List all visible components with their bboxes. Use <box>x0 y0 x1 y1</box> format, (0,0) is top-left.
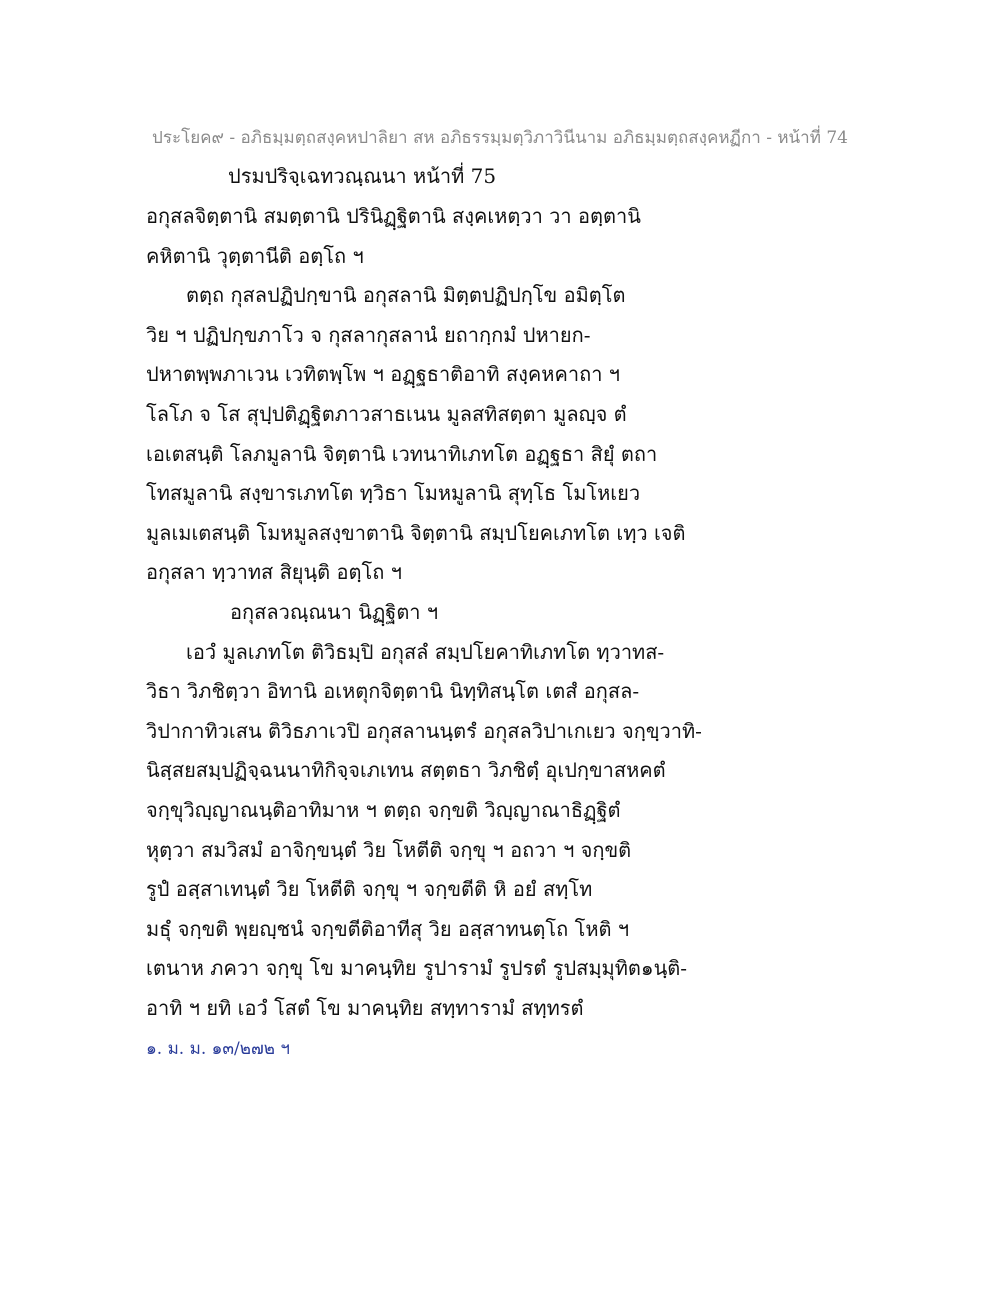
text-line: โลโภ จ โส สุปฺปติฏฺฐิตภาวสาธเนน มูลสทิสตฺตา มูลญฺจ ตํ <box>146 401 627 426</box>
text-line: อกุสลจิตฺตานิ สมตฺตานิ ปรินิฏฺฐิตานิ สงฺคเหตฺวา วา อตฺตานิ <box>146 204 641 228</box>
text-line: มธุํ จกฺขติ พฺยญฺชนํ จกฺขตีติอาทีสุ วิย อสฺสาทนตฺโถ โหติ ฯ <box>146 916 630 941</box>
text-line: รูปํ อสฺสาเทนฺตํ วิย โหตีติ จกฺขุ ฯ จกฺขตีติ หิ อยํ สทฺโท <box>146 877 593 902</box>
text-line: วิปากาทิวเสน ติวิธภาเวปิ อกุสลานนฺตรํ อกุสลวิปาเกเยว จกฺขฺวาทิ- <box>146 718 702 743</box>
text-line: วิย ฯ ปฏิปกฺขภาโว จ กุสลากุสลานํ ยถากฺกมํ ปหายก- <box>146 322 591 347</box>
text-line: หุตฺวา สมวิสมํ อาจิกฺขนฺตํ วิย โหตีติ จกฺขุ ฯ อถวา ฯ จกฺขติ <box>146 837 632 862</box>
paragraph-start-line: ตตฺถ กุสลปฏิปกฺขานิ อกุสลานิ มิตฺตปฏิปกฺโข อมิตฺโต <box>186 283 626 308</box>
text-line: นิสฺสยสมฺปฏิจฺฉนนาทิกิจฺจเภเทน สตฺตธา วิภชิตฺํ อุเปกฺขาสหคตํ <box>146 758 666 783</box>
text-line: คหิตานิ วุตฺตานีติ อตฺโถ ฯ <box>146 243 364 268</box>
footnote: ๑. ม. ม. ๑๓/๒๗๒ ฯ <box>146 1039 290 1059</box>
text-line: อกุสลา ทฺวาทส สิยุนฺติ อตฺโถ ฯ <box>146 560 402 585</box>
page-title: ปรมปริจฺเฉทวณฺณนา หน้าที่ 75 <box>228 164 497 188</box>
paragraph-start-line: เอวํ มูลเภทโต ติวิธมฺปิ อกุสลํ สมฺปโยคาทิเภทโต ทฺวาทส- <box>186 639 665 664</box>
text-line: เอเตสนฺติ โลภมูลานิ จิตฺตานิ เวทนาทิเภทโต อฏฺฐธา สิยุํ ตถา <box>146 441 658 466</box>
text-line: วิธา วิภชิตฺวา อิทานิ อเหตุกจิตฺตานิ นิทฺทิสนฺโต เตสํ อกุสล- <box>146 679 640 704</box>
text-line: ปหาตพฺพภาเวน เวทิตพฺโพ ฯ อฏฺฐธาติอาทิ สงฺคหคาถา ฯ <box>146 362 621 387</box>
text-line: จกฺขุวิญฺญาณนฺติอาทิมาห ฯ ตตฺถ จกฺขติ วิญฺญาณาธิฏฺฐิตํ <box>146 797 621 822</box>
section-end-heading: อกุสลวณฺณนา นิฏฺฐิตา ฯ <box>230 599 439 624</box>
text-line: อาทิ ฯ ยทิ เอวํ โสตํ โข มาคนฺทิย สทฺทารามํ สทฺทรตํ <box>146 995 584 1020</box>
running-header: ประโยค๙ - อภิธมฺมตฺถสงฺคหปาลิยา สห อภิธรรมฺมตฺวิภาวินีนาม อภิธมฺมตฺถสงฺคหฏีกา - หน้าที่ 74 <box>152 128 848 148</box>
text-line: โทสมูลานิ สงฺขารเภทโต ทฺวิธา โมหมูลานิ สุทฺโธ โมโหเยว <box>146 481 641 506</box>
text-line: เตนาห ภควา จกฺขุ โข มาคนฺทิย รูปารามํ รูปรตํ รูปสมฺมุทิต๑นฺติ- <box>146 956 688 981</box>
text-line: มูลเมเตสนฺติ โมหมูลสงฺขาตานิ จิตฺตานิ สมฺปโยคเภทโต เทฺว เจติ <box>146 520 686 545</box>
body-text <box>146 197 706 1028</box>
